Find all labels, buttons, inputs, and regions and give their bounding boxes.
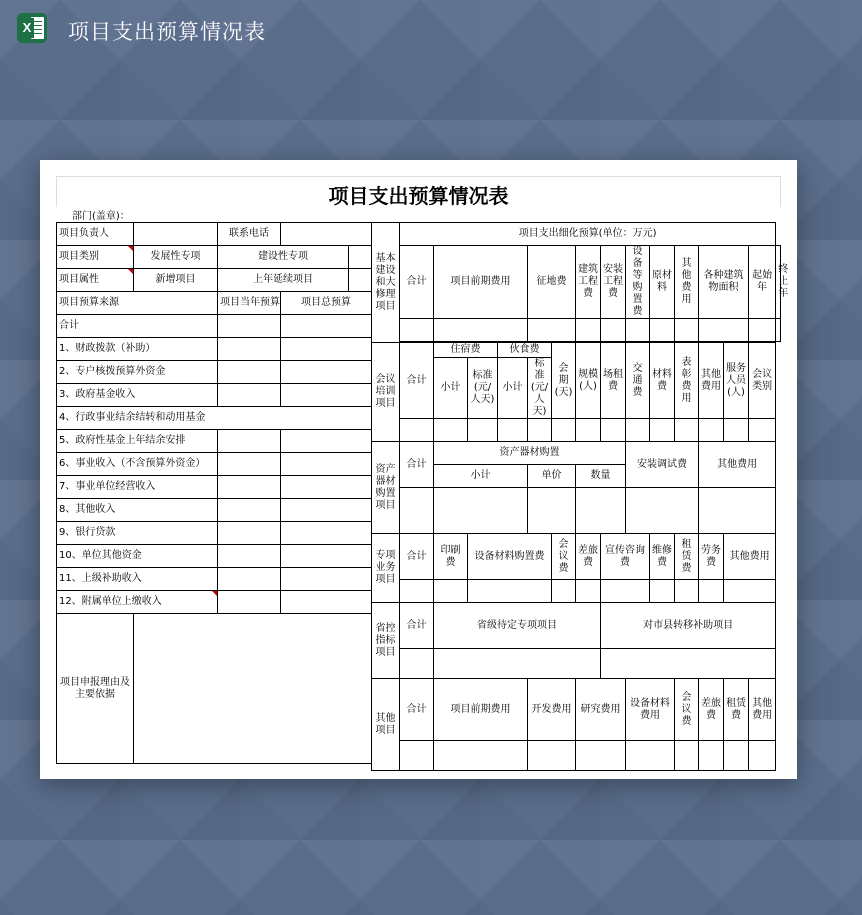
attribute-blank (349, 269, 372, 292)
dept-label: 部门(盖章)： (72, 211, 130, 222)
source-cell[interactable] (281, 591, 372, 614)
source-cell[interactable] (281, 499, 372, 522)
col-header: 终止年 (776, 246, 781, 319)
source-row: 11、上级补助收入 (57, 568, 218, 591)
data-cell[interactable] (724, 580, 776, 603)
col-header: 宣传咨询费 (601, 534, 650, 580)
data-cell[interactable] (468, 580, 552, 603)
data-cell[interactable] (724, 741, 749, 771)
data-cell[interactable] (724, 419, 749, 442)
col-header: 印刷费 (434, 534, 468, 580)
source-row: 6、事业收入（不含预算外资金） (57, 453, 218, 476)
col-header: 服务人员(人) (724, 343, 749, 419)
data-cell[interactable] (576, 741, 626, 771)
source-cell[interactable] (218, 453, 281, 476)
attribute-option-1[interactable]: 新增项目 (134, 269, 218, 292)
category-option-1[interactable]: 发展性专项 (134, 246, 218, 269)
col-header: 对市县转移补助项目 (601, 603, 776, 649)
data-cell[interactable] (601, 580, 650, 603)
source-row: 2、专户核拨预算外资金 (57, 361, 218, 384)
data-cell[interactable] (434, 319, 528, 342)
col-header: 差旅费 (699, 679, 724, 741)
source-cell[interactable] (281, 476, 372, 499)
category-blank (349, 246, 372, 269)
data-cell[interactable] (552, 419, 576, 442)
source-cell[interactable] (281, 430, 372, 453)
doc-title: 项目支出预算情况表 (328, 184, 509, 208)
col-header: 小计 (434, 465, 528, 488)
attribute-option-2[interactable]: 上年延续项目 (218, 269, 349, 292)
data-cell[interactable] (601, 649, 776, 679)
section-label: 其他项目 (372, 679, 400, 771)
col-header: 表彰费用 (675, 343, 699, 419)
data-cell[interactable] (749, 319, 776, 342)
data-cell[interactable] (434, 580, 468, 603)
phone-label: 联系电话 (218, 223, 281, 246)
data-cell[interactable] (528, 419, 552, 442)
source-cell[interactable] (218, 591, 281, 614)
data-cell[interactable] (528, 488, 576, 534)
category-label: 项目类别 (57, 246, 134, 269)
source-cell[interactable] (218, 476, 281, 499)
reason-value[interactable] (134, 614, 372, 764)
col-header: 数量 (576, 465, 626, 488)
col-header: 租赁费 (675, 534, 699, 580)
source-cell[interactable] (281, 315, 372, 338)
total-header: 合计 (400, 442, 434, 488)
section-label: 省控指标项目 (372, 603, 400, 679)
sheet-page (40, 160, 797, 779)
section-label: 专项业务项目 (372, 534, 400, 603)
category-option-2[interactable]: 建设性专项 (218, 246, 349, 269)
source-cell[interactable] (281, 568, 372, 591)
source-row: 5、政府性基金上年结余安排 (57, 430, 218, 453)
col-header: 维修费 (650, 534, 675, 580)
source-row: 9、银行贷款 (57, 522, 218, 545)
col-header: 安装调试费 (626, 442, 699, 488)
col-header: 会议类别 (749, 343, 776, 419)
data-cell[interactable] (400, 649, 434, 679)
col-header: 其他费用 (749, 679, 776, 741)
col-header: 租赁费 (724, 679, 749, 741)
data-cell[interactable] (749, 741, 776, 771)
col-header: 原材料 (650, 246, 675, 319)
col-header: 劳务费 (699, 534, 724, 580)
data-cell[interactable] (576, 488, 626, 534)
data-cell[interactable] (675, 319, 699, 342)
data-cell[interactable] (650, 419, 675, 442)
col-header: 项目前期费用 (434, 246, 528, 319)
total-header: 项目总预算 (281, 292, 372, 315)
col-header: 伙食费 (498, 343, 552, 358)
col-header: 其他费用 (675, 246, 699, 319)
source-cell[interactable] (281, 522, 372, 545)
col-header: 项目前期费用 (434, 679, 528, 741)
data-cell[interactable] (675, 741, 699, 771)
total-header: 合计 (400, 679, 434, 741)
left-table (56, 222, 372, 764)
phone-value[interactable] (281, 223, 372, 246)
data-cell[interactable] (601, 319, 626, 342)
source-row: 3、政府基金收入 (57, 384, 218, 407)
col-header: 其他费用 (724, 534, 776, 580)
data-cell[interactable] (400, 580, 434, 603)
source-row: 合计 (57, 315, 218, 338)
data-cell[interactable] (576, 580, 601, 603)
col-header: 其他费用 (699, 442, 776, 488)
excel-icon: X (17, 13, 47, 43)
col-header: 住宿费 (434, 343, 498, 358)
col-header: 建筑工程费 (576, 246, 601, 319)
section-label: 会议培训项目 (372, 343, 400, 442)
source-cell[interactable] (218, 384, 281, 407)
data-cell[interactable] (576, 319, 601, 342)
source-header: 项目预算来源 (57, 292, 218, 315)
data-cell[interactable] (468, 419, 498, 442)
data-cell[interactable] (498, 419, 528, 442)
col-header: 差旅费 (576, 534, 601, 580)
data-cell[interactable] (650, 319, 675, 342)
data-cell[interactable] (699, 741, 724, 771)
source-cell[interactable] (281, 338, 372, 361)
col-header: 开发费用 (528, 679, 576, 741)
data-cell[interactable] (528, 319, 576, 342)
col-header: 场租费 (601, 343, 626, 419)
data-cell[interactable] (400, 741, 434, 771)
detail-header: 项目支出细化预算(单位：万元) (400, 223, 776, 246)
section-label: 基本建设和大修理项目 (372, 223, 400, 343)
source-cell[interactable] (281, 453, 372, 476)
source-row: 10、单位其他资金 (57, 545, 218, 568)
source-cell[interactable] (218, 568, 281, 591)
col-header: 研究费用 (576, 679, 626, 741)
col-header: 单价 (528, 465, 576, 488)
source-cell[interactable] (218, 315, 281, 338)
col-header: 设备等购置费 (626, 246, 650, 319)
source-row: 8、其他收入 (57, 499, 218, 522)
app-title: 项目支出预算情况表 (68, 20, 266, 44)
data-cell[interactable] (434, 419, 468, 442)
col-header: 各种建筑物面积 (699, 246, 749, 319)
data-cell[interactable] (626, 741, 675, 771)
source-cell[interactable] (218, 338, 281, 361)
col-header: 会议费 (552, 534, 576, 580)
total-header: 合计 (400, 603, 434, 649)
source-cell[interactable] (218, 430, 281, 453)
section-label: 资产器材购置项目 (372, 442, 400, 534)
source-cell[interactable] (281, 384, 372, 407)
data-cell[interactable] (434, 488, 528, 534)
col-header: 标准(元/人天) (528, 358, 552, 419)
data-cell[interactable] (626, 488, 699, 534)
col-header: 小计 (434, 358, 468, 419)
data-cell[interactable] (400, 319, 434, 342)
data-cell[interactable] (626, 319, 650, 342)
data-cell[interactable] (626, 419, 650, 442)
data-cell[interactable] (699, 419, 724, 442)
source-cell[interactable] (218, 361, 281, 384)
title-bar (0, 0, 862, 58)
col-header: 设备材料费用 (626, 679, 675, 741)
reason-label: 项目申报理由及主要依据 (57, 614, 134, 764)
col-header: 起始年 (749, 246, 776, 319)
attribute-label: 项目属性 (57, 269, 134, 292)
source-cell[interactable] (218, 499, 281, 522)
col-header: 规模(人) (576, 343, 601, 419)
col-header: 设备材料购置费 (468, 534, 552, 580)
data-cell[interactable] (699, 580, 724, 603)
source-cell[interactable] (218, 522, 281, 545)
responsible-value[interactable] (134, 223, 218, 246)
data-cell[interactable] (699, 488, 776, 534)
data-cell[interactable] (699, 319, 749, 342)
col-header: 其他费用 (699, 343, 724, 419)
current-year-header: 项目当年预算 (218, 292, 281, 315)
data-cell[interactable] (749, 419, 776, 442)
col-header: 会期(天) (552, 343, 576, 419)
data-cell[interactable] (528, 741, 576, 771)
source-cell[interactable] (281, 361, 372, 384)
col-header: 资产器材购置 (434, 442, 626, 465)
source-row: 4、行政事业结余结转和动用基金 (57, 407, 372, 430)
data-cell[interactable] (675, 419, 699, 442)
data-cell[interactable] (576, 419, 601, 442)
col-header: 征地费 (528, 246, 576, 319)
data-cell[interactable] (552, 580, 576, 603)
total-header: 合计 (400, 246, 434, 319)
responsible-label: 项目负责人 (57, 223, 134, 246)
data-cell[interactable] (675, 580, 699, 603)
col-header: 会议费 (675, 679, 699, 741)
source-row: 7、事业单位经营收入 (57, 476, 218, 499)
data-cell[interactable] (400, 419, 434, 442)
data-cell[interactable] (776, 319, 781, 342)
data-cell[interactable] (650, 580, 675, 603)
data-cell[interactable] (601, 419, 626, 442)
col-header: 安装工程费 (601, 246, 626, 319)
col-header: 材料费 (650, 343, 675, 419)
right-table (371, 222, 789, 771)
col-header: 小计 (498, 358, 528, 419)
total-header: 合计 (400, 534, 434, 580)
data-cell[interactable] (434, 649, 601, 679)
source-row: 12、附属单位上缴收入 (57, 591, 218, 614)
col-header: 标准(元/人天) (468, 358, 498, 419)
source-row: 1、财政拨款（补助） (57, 338, 218, 361)
data-cell[interactable] (400, 488, 434, 534)
source-cell[interactable] (281, 545, 372, 568)
col-header: 交通费 (626, 343, 650, 419)
data-cell[interactable] (434, 741, 528, 771)
total-header: 合计 (400, 343, 434, 419)
col-header: 省级待定专项项目 (434, 603, 601, 649)
source-cell[interactable] (218, 545, 281, 568)
